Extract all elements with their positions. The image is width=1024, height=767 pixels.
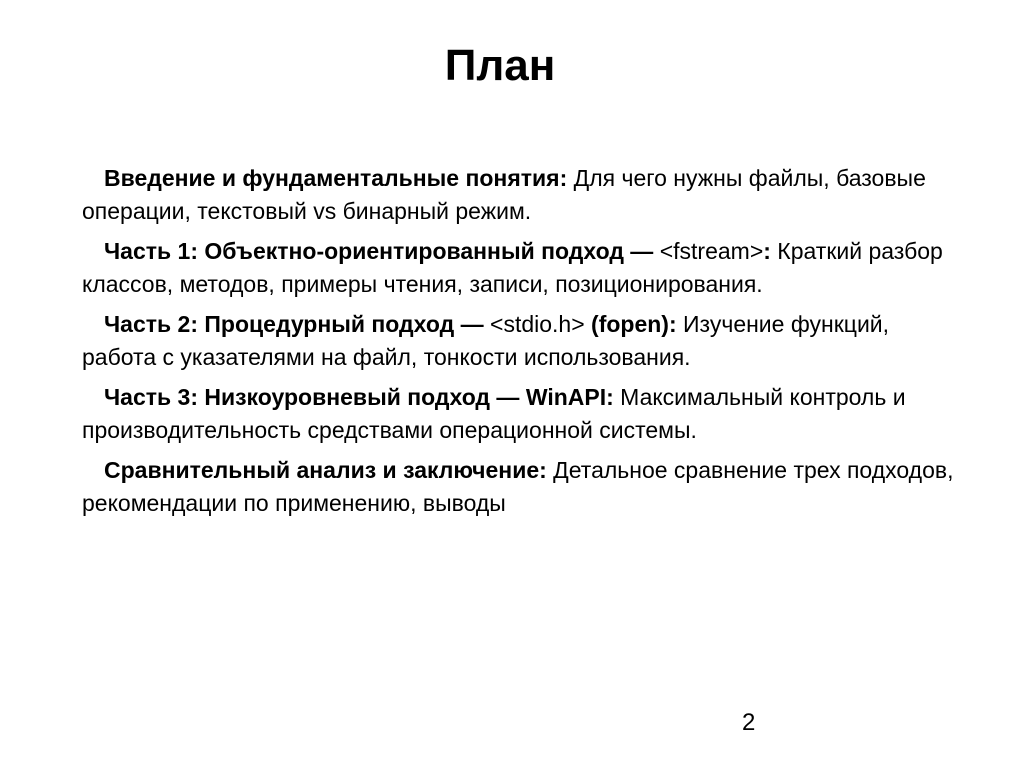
plan-item-heading-colon: : [763, 238, 771, 264]
plan-item-heading: Сравнительный анализ и заключение: [104, 457, 547, 483]
plan-item-heading-fopen: (fopen): [591, 311, 677, 337]
header-stdio: <stdio.h> [483, 311, 592, 337]
plan-item-description: Краткий разбор классов, методов, примеры чтения, записи, позиционирования. [82, 238, 943, 297]
plan-item-heading: Введение и фундаментальные понятия: [104, 165, 568, 191]
plan-item-heading: Часть 2: Процедурный подход — [104, 311, 484, 337]
plan-item-conclusion [82, 454, 962, 520]
page-number: 2 [742, 709, 756, 736]
plan-item-part-2 [82, 308, 962, 374]
plan-item-description: Изучение функций, работа с указателями на файл, тонкости использования. [82, 311, 890, 370]
plan-item-part-1 [82, 235, 962, 301]
plan-item-introduction [82, 162, 962, 228]
plan-item-description: Максимальный контроль и производительность средствами операционной системы. [82, 384, 906, 443]
slide-title: План [444, 41, 556, 90]
plan-list [82, 162, 962, 527]
plan-item-heading: Часть 1: Объектно-ориентированный подход — [104, 238, 654, 264]
plan-item-description: Детальное сравнение трех подходов, рекомендации по применению, выводы [82, 457, 954, 516]
header-fstream: <fstream> [653, 238, 764, 264]
plan-item-part-3 [82, 381, 962, 447]
plan-item-heading: Часть 3: Низкоуровневый подход — WinAPI: [104, 384, 614, 410]
plan-item-description: Для чего нужны файлы, базовые операции, текстовый vs бинарный режим. [82, 165, 926, 224]
